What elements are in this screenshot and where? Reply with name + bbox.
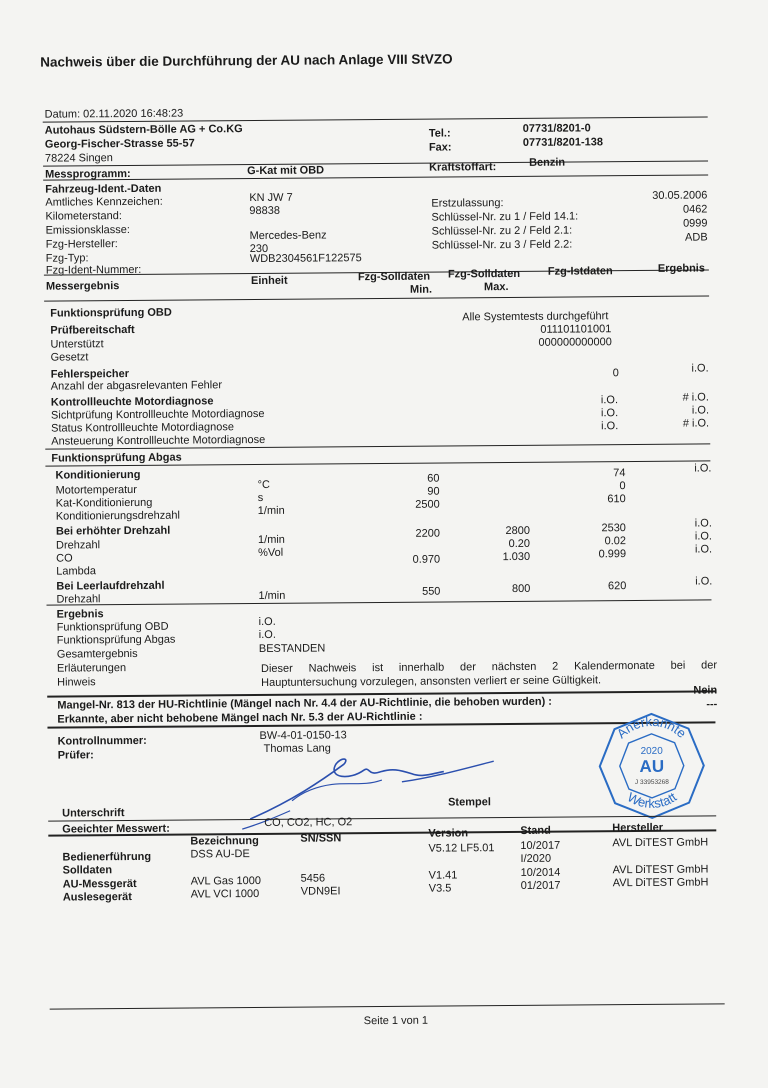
vehicle-right-value: ADB: [684, 231, 708, 244]
document-title: Nachweis über die Durchführung der AU nach Anlage VIII StVZO: [40, 51, 453, 70]
workshop-street: Georg-Fischer-Strasse 55-57: [44, 137, 195, 151]
col-messergebnis: Messergebnis: [45, 280, 120, 293]
hoch-ergebnis: i.O.: [694, 530, 713, 543]
kond-ergebnis: i.O.: [694, 462, 712, 475]
kond-min: 2500: [415, 498, 440, 511]
geraet-hersteller: AVL DiTEST GmbH: [612, 836, 709, 850]
kond-unit: 1/min: [257, 504, 285, 517]
ergebnis-label: Funktionsprüfung Abgas: [56, 633, 176, 647]
hoch-heading: Bei erhöhter Drehzahl: [55, 524, 171, 538]
fuel-label: Kraftstoffart:: [429, 161, 497, 174]
kond-ist: 610: [607, 493, 626, 506]
werkstatt-stamp: [595, 709, 708, 822]
ergebnis-label: Funktionsprüfung OBD: [56, 620, 169, 634]
geraet-hersteller: AVL DiTEST GmbH: [612, 876, 709, 890]
hoch-ist: 0.02: [604, 535, 627, 548]
kond-unit: °C: [257, 478, 270, 491]
hoch-label: Drehzahl: [55, 539, 101, 552]
vehicle-label: Fzg-Hersteller:: [45, 238, 118, 251]
kond-unit: s: [257, 491, 264, 504]
obd-heading: Funktionsprüfung OBD: [50, 306, 172, 320]
vehicle-label: Amtliches Kennzeichen:: [45, 195, 163, 209]
kontroll-ist: i.O.: [601, 420, 619, 433]
geraet-label: Auslesegerät: [62, 890, 132, 904]
hoch-max: 0.20: [508, 537, 531, 551]
kontroll-label: Ansteuerung Kontrollleuchte Motordiagnose: [51, 433, 266, 448]
hoch-unit: 1/min: [257, 533, 285, 546]
hdr-version: Version: [428, 827, 469, 840]
leer-ist: 620: [607, 580, 627, 593]
hoch-min: 0.970: [412, 553, 441, 566]
hdr-bezeichnung: Bezeichnung: [190, 834, 259, 848]
leer-label: Drehzahl: [56, 593, 101, 606]
hoch-label: CO: [56, 552, 73, 565]
fehler-ist: 0: [612, 367, 619, 380]
kontroll-heading: Kontrollleuchte Motordiagnose: [50, 395, 214, 409]
geraet-stand: 10/2014: [520, 866, 561, 879]
vehicle-label: Fzg-Ident-Nummer:: [45, 263, 142, 277]
kontroll-ergebnis: # i.O.: [682, 391, 709, 404]
fehler-ergebnis: i.O.: [691, 362, 709, 375]
vehicle-value: Mercedes-Benz: [249, 229, 327, 243]
stamp-ring-top: Anerkannte: [613, 713, 690, 742]
geraet-stand: I/2020: [520, 852, 552, 865]
vehicle-value: WDB2304561F122575: [249, 252, 362, 266]
hoch-label: Lambda: [56, 565, 97, 578]
divider: [50, 1003, 725, 1009]
vehicle-label: Kilometerstand:: [45, 210, 122, 223]
unterstuetzt-label: Unterstützt: [50, 338, 104, 351]
kontroll-label: Status Kontrollleuchte Motordiagnose: [51, 421, 235, 435]
ergebnis-label: Gesamtergebnis: [56, 647, 138, 661]
col-einheit: Einheit: [250, 274, 288, 288]
hdr-hersteller: Hersteller: [612, 821, 664, 835]
vehicle-right-value: 0462: [682, 203, 708, 216]
kontrollnummer-value: BW-4-01-0150-13: [259, 729, 347, 742]
kond-min: 60: [427, 472, 440, 485]
hoch-unit: %Vol: [258, 546, 284, 559]
hoch-ergebnis: i.O.: [694, 517, 712, 530]
geraet-version: V5.12 LF5.01: [428, 842, 495, 855]
hoch-min: 2200: [415, 527, 440, 540]
pruefbereitschaft-heading: Prüfbereitschaft: [50, 323, 135, 337]
stamp-ring-bottom: Werkstatt: [624, 789, 680, 811]
gesetzt-value: 000000000000: [538, 336, 612, 349]
ergebnis-value: BESTANDEN: [258, 642, 326, 655]
divider: [46, 599, 711, 605]
hoch-ergebnis: i.O.: [694, 543, 713, 556]
vehicle-label: Emissionsklasse:: [45, 223, 130, 237]
col-soll-max-sub: Max.: [483, 281, 509, 294]
maengel-line2: Erkannte, aber nicht behobene Mängel nach Nr. 5.3 der AU-Richtlinie :: [57, 710, 423, 726]
vehicle-right-label: Schlüssel-Nr. zu 1 / Feld 14.1:: [431, 210, 579, 224]
stamp-year: 2020: [640, 745, 663, 757]
fuel-value: Benzin: [528, 156, 566, 169]
maengel-line1-value: Nein: [693, 684, 718, 697]
kond-label: Konditionierungsdrehzahl: [55, 509, 181, 523]
pruefer-value: Thomas Lang: [263, 742, 331, 755]
geraet-bezeichnung: AVL VCI 1000: [190, 887, 260, 901]
hdr-stand: Stand: [520, 824, 551, 837]
maengel-line1: Mangel-Nr. 813 der HU-Richtlinie (Mängel nach Nr. 4.4 der AU-Richtlinie, die behoben wurden) :: [57, 695, 552, 712]
kond-min: 90: [427, 485, 440, 498]
geraet-label: AU-Messgerät: [62, 877, 137, 891]
geraet-bezeichnung: DSS AU-DE: [190, 848, 250, 861]
col-soll-max: Fzg-Solldaten: [447, 267, 521, 281]
page-footer: Seite 1 von 1: [363, 1014, 429, 1028]
gesetzt-label: Gesetzt: [50, 351, 89, 364]
vehicle-label: Fzg-Typ:: [45, 252, 89, 265]
kond-heading: Konditionierung: [55, 468, 141, 482]
kontroll-ist: i.O.: [600, 407, 619, 420]
leer-min: 550: [422, 585, 441, 598]
datum: Datum: 02.11.2020 16:48:23: [44, 107, 184, 121]
kontroll-ist: i.O.: [600, 394, 619, 407]
ergebnis-heading: Ergebnis: [56, 608, 104, 621]
geeicht-value: CO, CO2, HC, O2: [264, 816, 353, 829]
kontroll-ergebnis: # i.O.: [682, 417, 710, 430]
maengel-line2-value: ---: [706, 698, 718, 711]
pruefer-label: Prüfer:: [57, 749, 94, 762]
hinweis-line2: Hauptuntersuchung vorzulegen, ansonsten verliert er seine Gültigkeit.: [261, 674, 602, 689]
geeicht-label: Geeichter Messwert:: [62, 822, 170, 836]
hoch-max: 1.030: [502, 550, 531, 564]
fax-label: Fax:: [428, 141, 452, 154]
stempel-label: Stempel: [448, 796, 491, 809]
program-label: Messprogramm:: [45, 167, 131, 181]
hdr-sn: SN/SSN: [300, 832, 342, 845]
kond-label: Kat-Konditionierung: [55, 496, 153, 510]
erlaeuterungen-label: Erläuterungen: [56, 662, 127, 675]
leer-ergebnis: i.O.: [695, 575, 713, 588]
unterstuetzt-value: 011101101001: [540, 323, 612, 336]
kontrollnummer-label: Kontrollnummer:: [57, 734, 147, 748]
col-soll-min: Fzg-Solldaten: [357, 270, 431, 284]
col-istdaten: Fzg-Istdaten: [547, 265, 613, 278]
hinweis-label: Hinweis: [57, 676, 96, 689]
kond-ist: 0: [619, 480, 626, 493]
fehlerspeicher-heading: Fehlerspeicher: [50, 367, 130, 381]
all-tests-text: Alle Systemtests durchgeführt: [462, 310, 609, 324]
unterschrift-label: Unterschrift: [62, 807, 125, 820]
hoch-ist: 2530: [601, 522, 626, 535]
geraet-label: Solldaten: [62, 864, 113, 877]
col-ergebnis: Ergebnis: [657, 262, 706, 275]
kond-label: Motortemperatur: [55, 483, 137, 497]
geraet-version: V1.41: [428, 869, 458, 882]
geraet-stand: 10/2017: [520, 839, 561, 852]
hoch-max: 2800: [505, 524, 530, 538]
ergebnis-value: i.O.: [258, 615, 276, 628]
vehicle-heading: Fahrzeug-Ident.-Daten: [45, 182, 162, 196]
geraet-version: V3.5: [428, 882, 452, 895]
geraet-bezeichnung: AVL Gas 1000: [190, 874, 262, 888]
divider: [43, 174, 708, 180]
program-value: G-Kat mit OBD: [247, 164, 325, 178]
hoch-ist: 0.999: [598, 548, 627, 561]
leer-unit: 1/min: [258, 589, 286, 602]
hinweis-line1: Dieser Nachweis ist innerhalb der nächsten 2 Kalendermonate bei der: [260, 659, 718, 675]
vehicle-right-label: Erstzulassung:: [431, 197, 504, 210]
vehicle-right-value: 30.05.2006: [652, 189, 708, 202]
geraet-hersteller: AVL DiTEST GmbH: [612, 863, 709, 877]
kontroll-label: Sichtprüfung Kontrollleuchte Motordiagnose: [50, 407, 265, 422]
geraet-stand: 01/2017: [520, 879, 561, 892]
stamp-number: J 33953268: [634, 778, 669, 787]
col-soll-min-sub: Min.: [409, 283, 433, 296]
leer-max: 800: [511, 582, 531, 595]
tel-label: Tel.:: [428, 127, 451, 140]
vehicle-value: 230: [249, 242, 269, 256]
divider: [44, 295, 709, 301]
vehicle-right-label: Schlüssel-Nr. zu 2 / Feld 2.1:: [431, 224, 573, 238]
abgas-heading: Funktionsprüfung Abgas: [51, 451, 182, 465]
fax-value: 07731/8201-138: [522, 136, 604, 149]
vehicle-right-label: Schlüssel-Nr. zu 3 / Feld 2.2:: [431, 238, 573, 252]
geraet-sn: 5456: [300, 872, 326, 885]
workshop-name: Autohaus Südstern-Bölle AG + Co.KG: [44, 123, 243, 137]
fehler-label: Anzahl der abgasrelevanten Fehler: [50, 379, 223, 393]
tel-value: 07731/8201-0: [522, 122, 591, 135]
geraet-label: Bedienerführung: [62, 850, 152, 864]
kond-ist: 74: [613, 467, 626, 480]
leer-heading: Bei Leerlaufdrehzahl: [56, 579, 165, 593]
kontroll-ergebnis: i.O.: [691, 404, 710, 417]
vehicle-value: 98838: [249, 204, 281, 218]
divider: [43, 160, 708, 166]
vehicle-right-value: 0999: [682, 217, 708, 230]
vehicle-value: KN JW 7: [249, 191, 293, 205]
workshop-city: 78224 Singen: [44, 152, 113, 165]
geraet-sn: VDN9EI: [300, 885, 341, 898]
ergebnis-value: i.O.: [258, 628, 276, 641]
stamp-au: AU: [639, 756, 665, 776]
